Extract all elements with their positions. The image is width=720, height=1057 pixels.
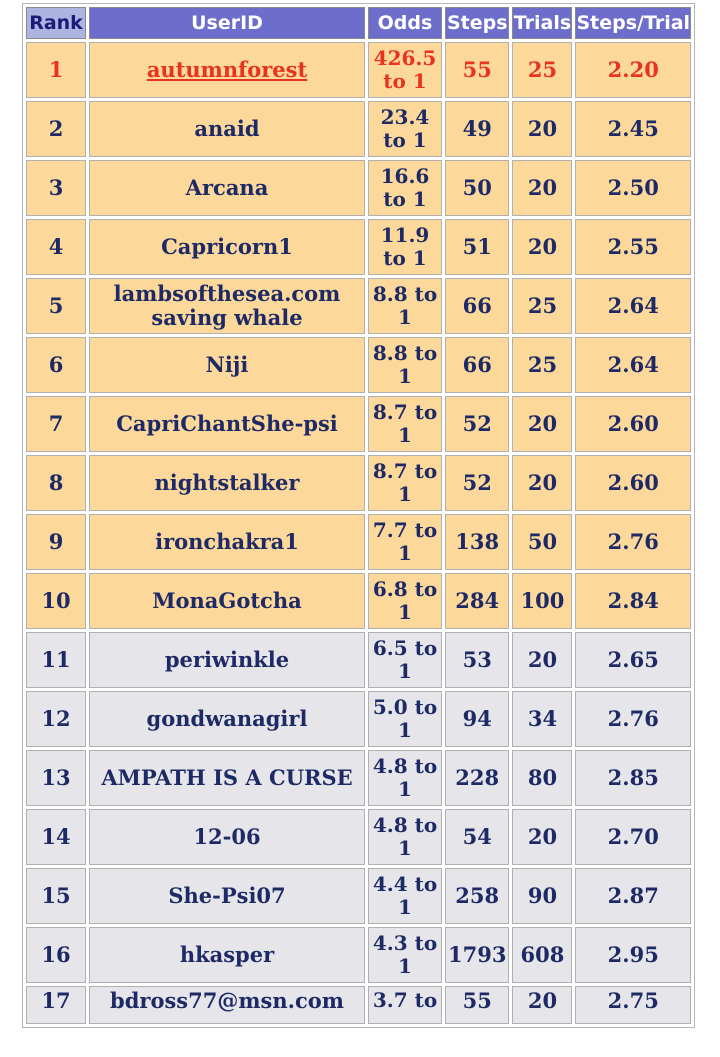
cell-odds: 6.8 to 1 xyxy=(368,573,442,629)
cell-steps-per-trial: 2.60 xyxy=(575,455,691,511)
cell-odds: 23.4 to 1 xyxy=(368,101,442,157)
cell-trials: 100 xyxy=(512,573,572,629)
cell-odds: 4.4 to 1 xyxy=(368,868,442,924)
table-row xyxy=(26,986,691,1024)
table-row xyxy=(26,396,691,452)
cell-odds: 11.9 to 1 xyxy=(368,219,442,275)
table-row xyxy=(26,42,691,98)
cell-rank: 2 xyxy=(26,101,86,157)
cell-userid: She-Psi07 xyxy=(89,868,365,924)
cell-trials: 25 xyxy=(512,278,572,334)
cell-trials: 20 xyxy=(512,101,572,157)
cell-userid: Niji xyxy=(89,337,365,393)
cell-steps: 66 xyxy=(445,278,509,334)
cell-steps: 53 xyxy=(445,632,509,688)
cell-steps: 55 xyxy=(445,42,509,98)
table-row xyxy=(26,750,691,806)
cell-userid: ironchakra1 xyxy=(89,514,365,570)
cell-userid: hkasper xyxy=(89,927,365,983)
cell-steps: 52 xyxy=(445,455,509,511)
cell-odds: 5.0 to 1 xyxy=(368,691,442,747)
cell-trials: 20 xyxy=(512,160,572,216)
cell-trials: 20 xyxy=(512,809,572,865)
table-row xyxy=(26,514,691,570)
cell-trials: 20 xyxy=(512,396,572,452)
table-row xyxy=(26,455,691,511)
cell-trials: 20 xyxy=(512,455,572,511)
cell-rank: 13 xyxy=(26,750,86,806)
cell-trials: 34 xyxy=(512,691,572,747)
table-row xyxy=(26,160,691,216)
cell-rank: 3 xyxy=(26,160,86,216)
cell-odds: 6.5 to 1 xyxy=(368,632,442,688)
header-rank: Rank xyxy=(26,7,86,39)
cell-odds: 16.6 to 1 xyxy=(368,160,442,216)
cell-steps-per-trial: 2.85 xyxy=(575,750,691,806)
cell-rank: 14 xyxy=(26,809,86,865)
cell-odds: 8.8 to 1 xyxy=(368,337,442,393)
cell-userid: 12-06 xyxy=(89,809,365,865)
cell-odds: 426.5 to 1 xyxy=(368,42,442,98)
cell-userid: AMPATH IS A CURSE xyxy=(89,750,365,806)
table-row xyxy=(26,337,691,393)
cell-steps: 66 xyxy=(445,337,509,393)
cell-steps: 1793 xyxy=(445,927,509,983)
cell-steps: 54 xyxy=(445,809,509,865)
cell-steps-per-trial: 2.75 xyxy=(575,986,691,1024)
cell-steps-per-trial: 2.64 xyxy=(575,337,691,393)
ranking-table xyxy=(22,3,695,1028)
cell-trials: 80 xyxy=(512,750,572,806)
table-row xyxy=(26,101,691,157)
cell-steps: 228 xyxy=(445,750,509,806)
cell-odds: 7.7 to 1 xyxy=(368,514,442,570)
header-trials: Trials xyxy=(512,7,572,39)
header-userid: UserID xyxy=(89,7,365,39)
cell-steps-per-trial: 2.76 xyxy=(575,691,691,747)
cell-userid: lambsofthesea.com saving whale xyxy=(89,278,365,334)
cell-rank: 9 xyxy=(26,514,86,570)
cell-steps-per-trial: 2.50 xyxy=(575,160,691,216)
cell-steps: 50 xyxy=(445,160,509,216)
cell-steps-per-trial: 2.55 xyxy=(575,219,691,275)
cell-userid xyxy=(89,42,365,98)
userid-link[interactable]: autumnforest xyxy=(146,57,308,82)
cell-rank: 17 xyxy=(26,986,86,1024)
cell-rank: 7 xyxy=(26,396,86,452)
cell-steps-per-trial: 2.76 xyxy=(575,514,691,570)
cell-odds: 8.7 to 1 xyxy=(368,396,442,452)
cell-steps: 49 xyxy=(445,101,509,157)
cell-steps-per-trial: 2.87 xyxy=(575,868,691,924)
cell-steps: 52 xyxy=(445,396,509,452)
cell-rank: 8 xyxy=(26,455,86,511)
header-steps-per-trial: Steps/Trial xyxy=(575,7,691,39)
cell-steps: 284 xyxy=(445,573,509,629)
table-body xyxy=(26,42,691,1024)
cell-steps-per-trial: 2.84 xyxy=(575,573,691,629)
table-row xyxy=(26,927,691,983)
cell-steps: 55 xyxy=(445,986,509,1024)
table-row xyxy=(26,632,691,688)
cell-odds: 8.8 to 1 xyxy=(368,278,442,334)
header-steps: Steps xyxy=(445,7,509,39)
cell-trials: 90 xyxy=(512,868,572,924)
cell-odds: 4.8 to 1 xyxy=(368,750,442,806)
table-row xyxy=(26,573,691,629)
cell-userid: MonaGotcha xyxy=(89,573,365,629)
cell-steps-per-trial: 2.95 xyxy=(575,927,691,983)
cell-steps: 94 xyxy=(445,691,509,747)
cell-userid: gondwanagirl xyxy=(89,691,365,747)
cell-odds: 4.3 to 1 xyxy=(368,927,442,983)
cell-trials: 25 xyxy=(512,42,572,98)
cell-steps-per-trial: 2.45 xyxy=(575,101,691,157)
cell-rank: 12 xyxy=(26,691,86,747)
cell-odds: 3.7 to xyxy=(368,986,442,1024)
cell-rank: 1 xyxy=(26,42,86,98)
cell-trials: 25 xyxy=(512,337,572,393)
cell-rank: 10 xyxy=(26,573,86,629)
cell-trials: 20 xyxy=(512,632,572,688)
cell-steps-per-trial: 2.70 xyxy=(575,809,691,865)
cell-rank: 16 xyxy=(26,927,86,983)
cell-userid: CapriChantShe-psi xyxy=(89,396,365,452)
table-row xyxy=(26,868,691,924)
cell-rank: 4 xyxy=(26,219,86,275)
table-row xyxy=(26,219,691,275)
cell-userid: Arcana xyxy=(89,160,365,216)
cell-steps: 51 xyxy=(445,219,509,275)
cell-rank: 6 xyxy=(26,337,86,393)
cell-steps: 138 xyxy=(445,514,509,570)
cell-userid: bdross77@msn.com xyxy=(89,986,365,1024)
table-row xyxy=(26,278,691,334)
cell-userid: periwinkle xyxy=(89,632,365,688)
cell-trials: 20 xyxy=(512,986,572,1024)
cell-steps-per-trial: 2.20 xyxy=(575,42,691,98)
cell-rank: 15 xyxy=(26,868,86,924)
cell-steps-per-trial: 2.64 xyxy=(575,278,691,334)
table-row xyxy=(26,809,691,865)
header-odds: Odds xyxy=(368,7,442,39)
cell-rank: 5 xyxy=(26,278,86,334)
table-row xyxy=(26,691,691,747)
cell-userid: anaid xyxy=(89,101,365,157)
cell-odds: 8.7 to 1 xyxy=(368,455,442,511)
cell-rank: 11 xyxy=(26,632,86,688)
header-row xyxy=(26,7,691,39)
cell-steps: 258 xyxy=(445,868,509,924)
cell-userid: nightstalker xyxy=(89,455,365,511)
cell-userid: Capricorn1 xyxy=(89,219,365,275)
cell-steps-per-trial: 2.60 xyxy=(575,396,691,452)
cell-trials: 20 xyxy=(512,219,572,275)
cell-steps-per-trial: 2.65 xyxy=(575,632,691,688)
cell-trials: 50 xyxy=(512,514,572,570)
cell-odds: 4.8 to 1 xyxy=(368,809,442,865)
cell-trials: 608 xyxy=(512,927,572,983)
